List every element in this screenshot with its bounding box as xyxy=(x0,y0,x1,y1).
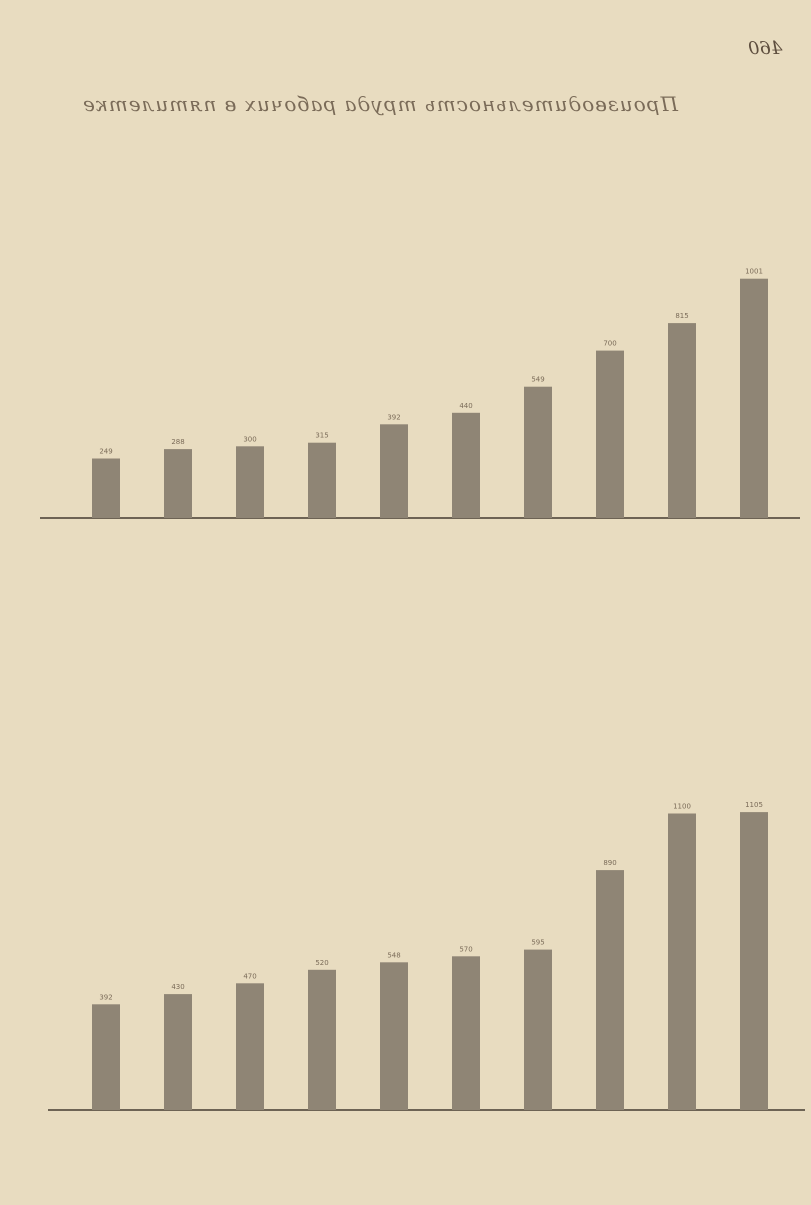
bar-value-label: 890 xyxy=(603,859,617,868)
bar xyxy=(308,970,336,1110)
bar-value-label: 815 xyxy=(675,312,689,321)
bar xyxy=(92,1004,120,1110)
page-number: 460 xyxy=(748,38,783,59)
bar-value-label: 1001 xyxy=(745,267,763,276)
bar-value-label: 300 xyxy=(243,435,257,444)
chart-2 xyxy=(48,801,805,1110)
bar xyxy=(380,962,408,1110)
bar-value-label: 700 xyxy=(603,339,617,348)
bar xyxy=(668,323,696,518)
bar-value-label: 288 xyxy=(171,438,185,447)
bar xyxy=(164,449,192,518)
bar xyxy=(740,812,768,1110)
bar-value-label: 392 xyxy=(99,993,113,1002)
bar xyxy=(452,956,480,1110)
bar xyxy=(92,459,120,519)
bar-value-label: 440 xyxy=(459,401,473,410)
bar xyxy=(452,413,480,518)
bar-value-label: 570 xyxy=(459,945,473,954)
bar-value-label: 392 xyxy=(387,413,401,422)
bar xyxy=(236,983,264,1110)
bar-value-label: 520 xyxy=(315,958,329,967)
chart-1 xyxy=(40,268,800,518)
bar-value-label: 249 xyxy=(99,447,113,456)
bar-value-label: 595 xyxy=(531,938,545,947)
bar-value-label: 548 xyxy=(387,951,401,960)
bar xyxy=(740,279,768,518)
bar xyxy=(164,994,192,1110)
bar-value-label: 470 xyxy=(243,972,257,981)
bar xyxy=(380,424,408,518)
bar xyxy=(524,387,552,518)
bar xyxy=(596,351,624,518)
bar xyxy=(596,870,624,1110)
bar-value-label: 549 xyxy=(531,375,545,384)
bar xyxy=(236,446,264,518)
bar xyxy=(524,950,552,1110)
bar-value-label: 1100 xyxy=(673,802,691,811)
bar xyxy=(308,443,336,518)
bar xyxy=(668,814,696,1111)
bar-value-label: 430 xyxy=(171,983,185,992)
bar-value-label: 1105 xyxy=(745,801,763,810)
chart-1-title: Производительность труда рабочих в пятилетке xyxy=(82,92,678,116)
bar-value-label: 315 xyxy=(315,431,329,440)
